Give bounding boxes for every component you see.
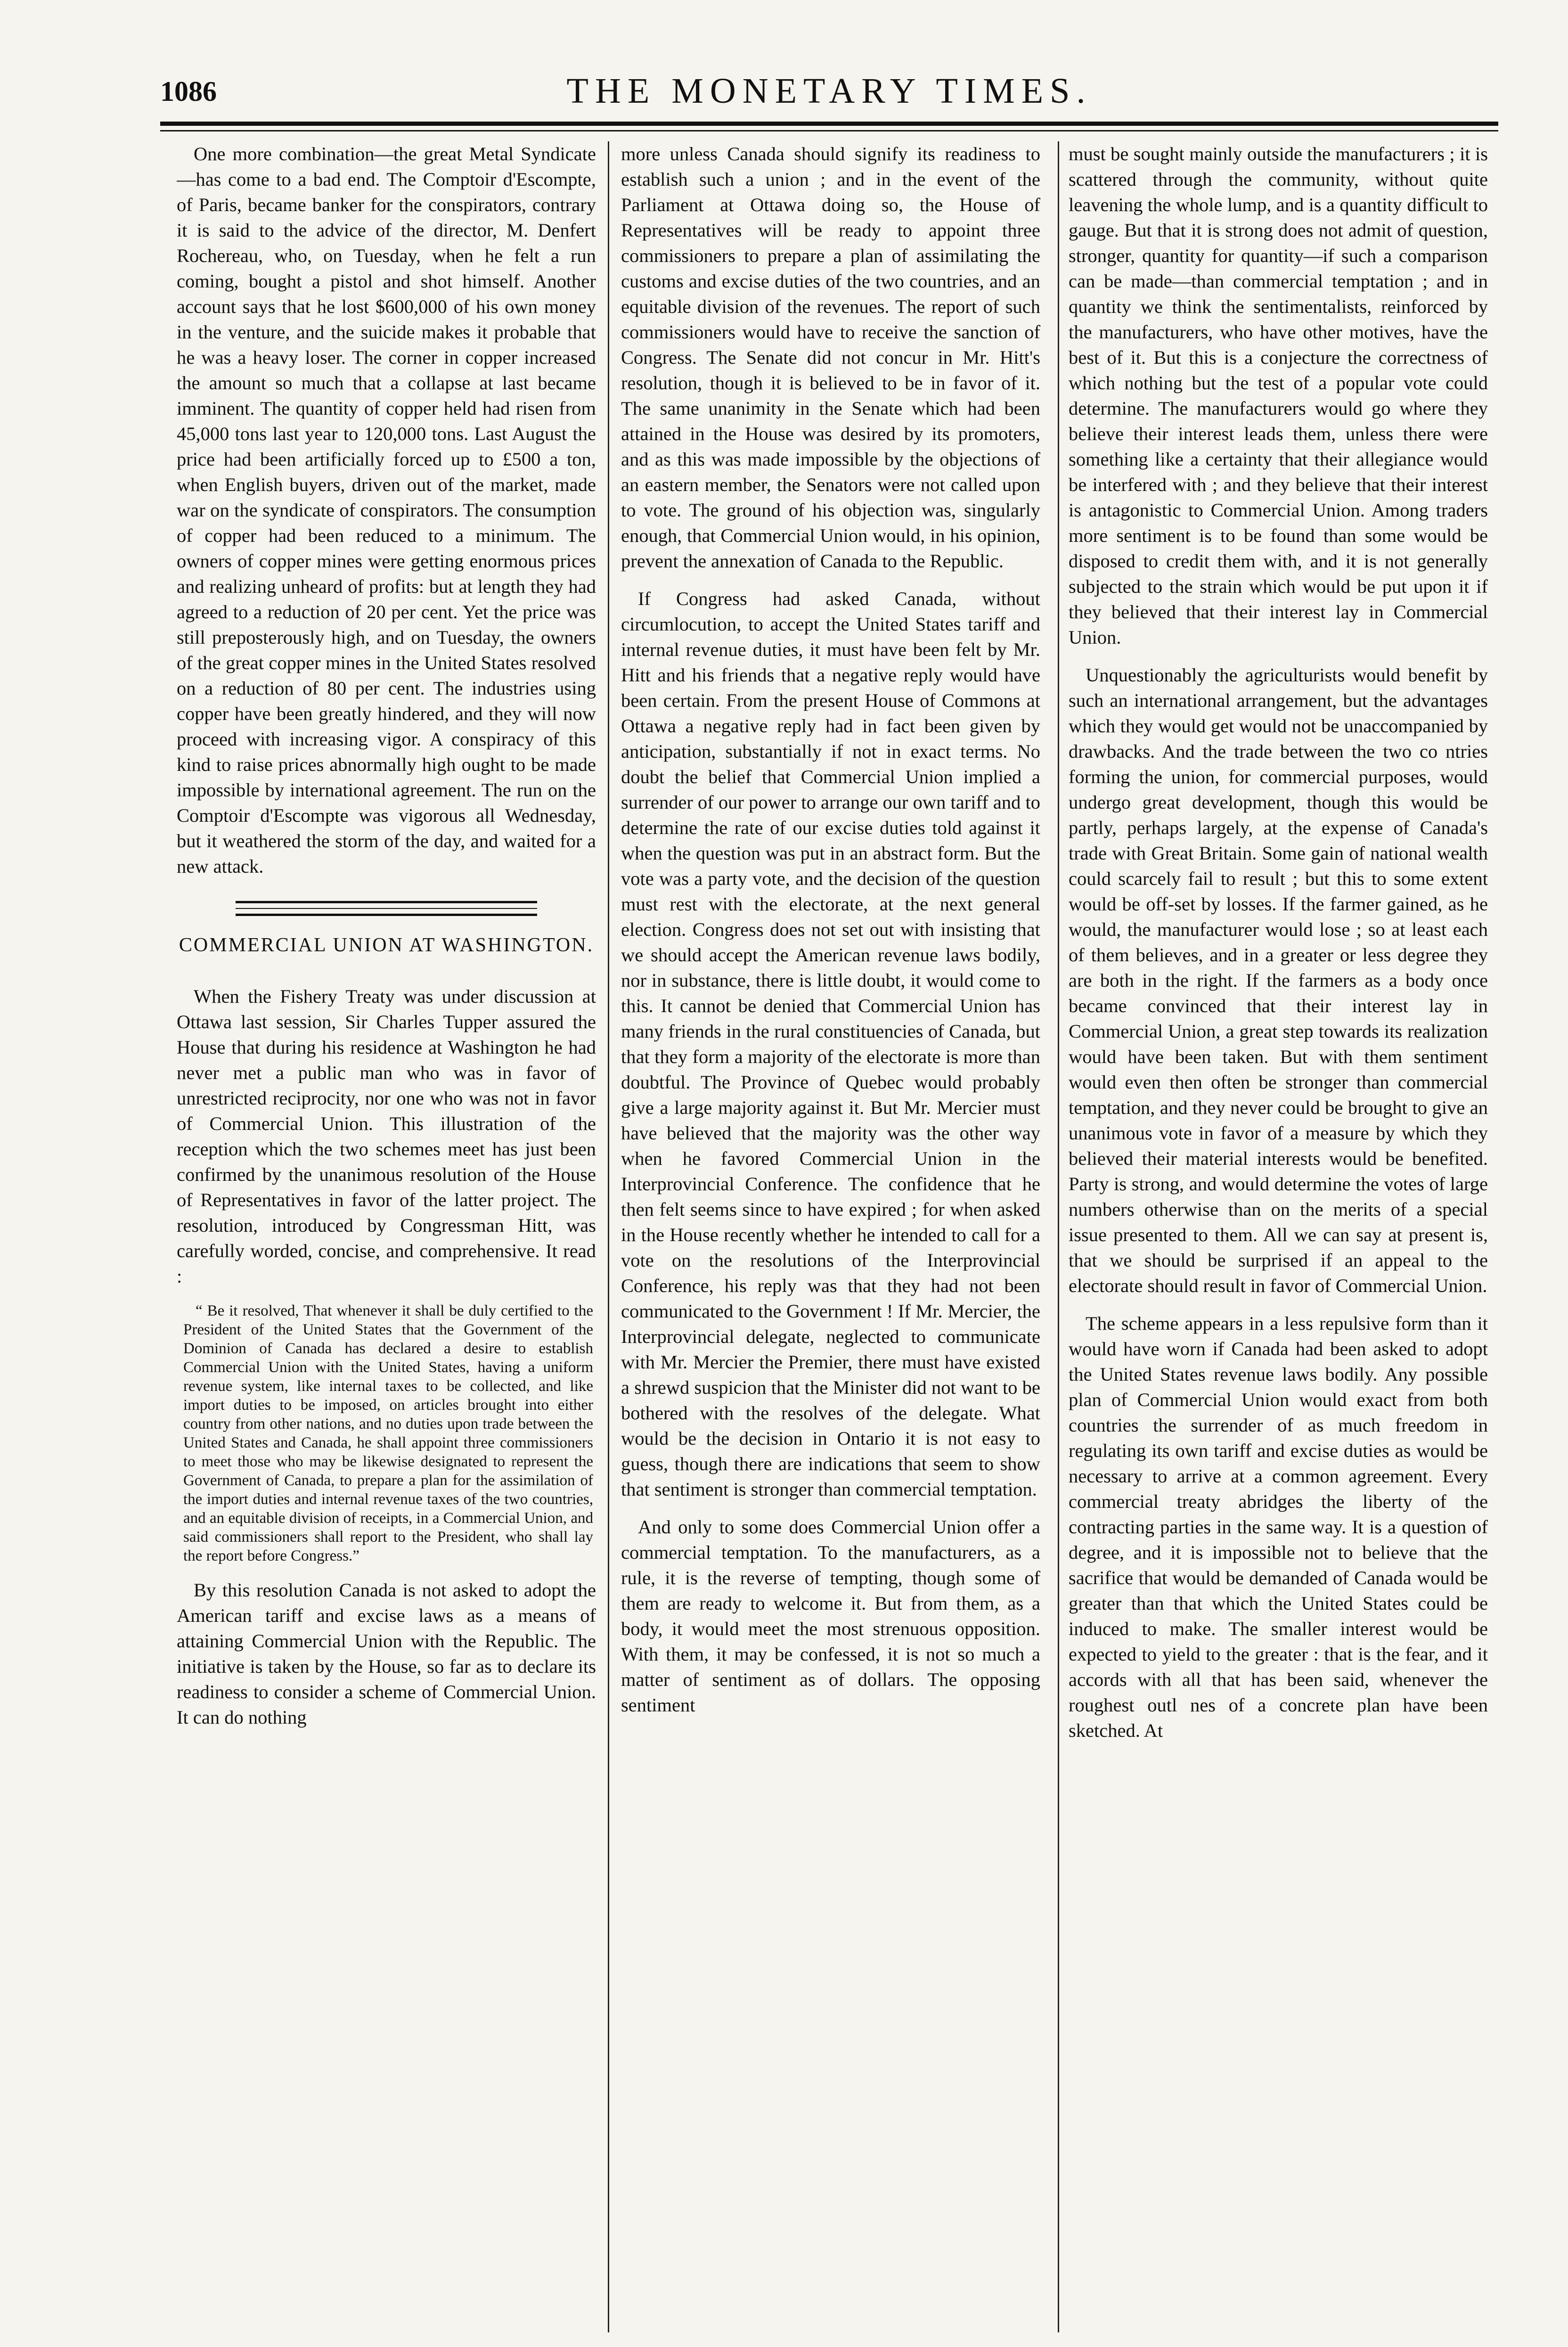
- resolution-quote: “ Be it resolved, That whenever it shall be duly certified to the President of the United States that the Government of the Dominion of Canada has declared a desire to establish Commercial Union with the United States, having a uniform revenue system, like internal taxes to be collected, and like import duties to be imposed, on articles brought into either country from other nations, and no duties upon trade between the United States and Canada, he shall appoint three commissioners to meet those who may be likewise designated to represent the Government of Canada, to prepare a plan for the assimilation of the import duties and internal revenue taxes of the two countries, and an equitable division of receipts, in a Commercial Union, and said commissioners shall report to the President, who shall lay the report before Congress.”: [183, 1302, 593, 1564]
- page-header: [160, 71, 1498, 123]
- page-number: 1086: [160, 76, 217, 107]
- article-separator: [236, 901, 537, 916]
- article-paragraph: Unquestionably the agriculturists would benefit by such an international arrangement, but the advantages which they would get would not be unaccompanied by drawbacks. And the trade between the two co ntries forming the union, for commercial purposes, would undergo great development, though this would be partly, perhaps largely, at the expense of Canada's trade with Great Britain. Some gain of national wealth could scarcely fail to result ; but this to some extent would be off-set by losses. If the farmer gained, as he would, the manufacturer would lose ; so at least each of them believes, and in a greater or less degree they are both in the right. If the farmers as a body once became convinced that their interest lay in Commercial Union, a great step towards its realization would have been taken. But with them sentiment would even then often be stronger than commercial temptation, and they never could be brought to give an unanimous vote in favor of a measure by which they believed their material interests would be benefited. Party is strong, and would determine the votes of large numbers otherwise than on the merits of a special issue presented to them. All we can say at present is, that we should be surprised if an appeal to the electorate should result in favor of Commercial Union.: [1069, 664, 1488, 1296]
- article-paragraph: must be sought mainly outside the manufacturers ; it is scattered through the community, without quite leavening the whole lump, and is a quantity difficult to gauge. But that it is strong does not admit of question, stronger, quantity for quantity—if such a comparison can be made—than commercial temptation ; and in quantity we think the sentimentalists, reinforced by the manufacturers, who have other motives, have the best of it. But this is a conjecture the correctness of which nothing but the test of a popular vote could determine. The manufacturers would go where they believe their interest leads them, unless there were something like a certainty that their allegiance would be interfered with ; and they believe that their interest is antagonistic to Commercial Union. Among traders more sentiment is to be found than some would be disposed to credit them with, and it is not generally subjected to the strain which would be put upon it if they believed that their interest lay in Commercial Union.: [1069, 143, 1488, 648]
- article-paragraph: The scheme appears in a less repulsive form than it would have worn if Canada had been asked to adopt the United States revenue laws bodily. Any possible plan of Commercial Union would exact from both countries the surrender of as much freedom in regulating its own tariff and excise duties as would be necessary to arrive at a common agreement. Every commercial treaty abridges the liberty of the contracting parties in the same way. It is a question of degree, and it is impossible not to believe that the sacrifice that would be demanded of Canada would be greater than that which the United States could be induced to make. The smaller interest would be expected to yield to the greater : that is the fear, and it accords with all that has been said, whenever the roughest outl nes of a concrete plan have been sketched. At: [1069, 1313, 1488, 1741]
- article-paragraph: more unless Canada should signify its readiness to establish such a union ; and in the event of the Parliament at Ottawa doing so, the House of Representatives will be ready to appoint three commissioners to prepare a plan of assimilating the customs and excise duties of the two countries, and an equitable division of the revenues. The report of such commissioners would have to receive the sanction of Congress. The Senate did not concur in Mr. Hitt's resolution, though it is believed to be in favor of it. The same unanimity in the Senate which had been attained in the House was desired by its promoters, and as this was made impossible by the objections of an eastern member, the Senators were not called upon to vote. The ground of his objection was, singularly enough, that Commercial Union would, in his opinion, prevent the annexation of Canada to the Republic.: [621, 143, 1040, 572]
- article-paragraph: When the Fishery Treaty was under discussion at Ottawa last session, Sir Charles Tupper assured the House that during his residence at Washington he had never met a public man who was in favor of unrestricted reciprocity, nor one who was not in favor of Commercial Union. This illustration of the reception which the two schemes meet has just been confirmed by the unanimous resolution of the House of Representatives in favor of the latter project. The resolution, introduced by Congressman Hitt, was carefully worded, concise, and comprehensive. It read :: [177, 986, 596, 1287]
- publication-title: THE MONETARY TIMES.: [566, 71, 1092, 111]
- column-divider-2: [1058, 141, 1059, 2332]
- article-paragraph: And only to some does Commercial Union offer a commercial temptation. To the manufacturers, as a rule, it is the reverse of tempting, though some of them are ready to welcome it. But from them, as a body, it would meet the most strenuous opposition. With them, it may be confessed, it is not so much a matter of sentiment as of dollars. The opposing sentiment: [621, 1516, 1040, 1716]
- column-3: [1069, 141, 1488, 2332]
- header-rule-thick: [160, 122, 1498, 126]
- article-paragraph: By this resolution Canada is not asked to adopt the American tariff and excise laws as a means of attaining Commercial Union with the Republic. The initiative is taken by the House, so far as to declare its readiness to consider a scheme of Commercial Union. It can do nothing: [177, 1579, 596, 1728]
- article-paragraph: If Congress had asked Canada, without circumlocution, to accept the United States tariff and internal revenue duties, it must have been felt by Mr. Hitt and his friends that a negative reply would have been certain. From the present House of Commons at Ottawa a negative reply had in fact been given by anticipation, substantially if not in exact terms. No doubt the belief that Commercial Union implied a surrender of our power to arrange our own tariff and to determine the rate of our excise duties told against it when the question was put in an abstract form. But the vote was a party vote, and the decision of the question must rest with the electorate, at the next general election. Congress does not set out with insisting that we should accept the American revenue laws bodily, nor in substance, there is little doubt, it would come to this. It cannot be denied that Commercial Union has many friends in the rural constituencies of Canada, but that they form a majority of the electorate is more than doubtful. The Province of Quebec would probably give a large majority against it. But Mr. Mercier must have believed that the majority was the other way when he favored Commercial Union in the Interprovincial Conference. The confidence that he then felt seems since to have expired ; for when asked in the House recently whether he intended to call for a vote on the resolutions of the Interprovincial Conference, his reply was that they had not been communicated to the Government ! If Mr. Mercier, the Interprovincial delegate, neglected to communicate with Mr. Mercier the Premier, there must have existed a shrewd suspicion that the Minister did not want to be bothered with the resolves of the delegate. What would be the decision in Ontario it is not easy to guess, though there are indications that seem to show that sentiment is stronger than commercial temptation.: [621, 588, 1040, 1500]
- column-1: [177, 141, 596, 2332]
- header-rule-thin: [160, 130, 1498, 131]
- article-headline: COMMERCIAL UNION AT WASHINGTON.: [179, 934, 594, 956]
- metal-syndicate-paragraph: One more combination—the great Metal Syndicate—has come to a bad end. The Comptoir d'Escompte, of Paris, became banker for the conspirators, contrary it is said to the advice of the director, M. Denfert Rochereau, who, on Tuesday, when he felt a run coming, bought a pistol and shot himself. Another account says that he lost $600,000 of his own money in the venture, and the suicide makes it probable that he was a heavy loser. The corner in copper increased the amount so much that a collapse at last became imminent. The quantity of copper held had risen from 45,000 tons last year to 120,000 tons. Last August the price had been artificially forced up to £500 a ton, when English buyers, driven out of the market, made war on the syndicate of conspirators. The consumption of copper had been reduced to a minimum. The owners of copper mines were getting enormous prices and realizing unheard of profits: but at length they had agreed to a reduction of 20 per cent. Yet the price was still preposterously high, and on Tuesday, the owners of the great copper mines in the United States resolved on a reduction of 80 per cent. The industries using copper have been greatly hindered, and they will now proceed with increasing vigor. A conspiracy of this kind to raise prices abnormally high ought to be made impossible by international agreement. The run on the Comptoir d'Escompte was vigorous all Wednesday, but it weathered the storm of the day, and waited for a new attack.: [177, 143, 596, 877]
- column-divider-1: [608, 141, 609, 2332]
- column-2: [621, 141, 1040, 2332]
